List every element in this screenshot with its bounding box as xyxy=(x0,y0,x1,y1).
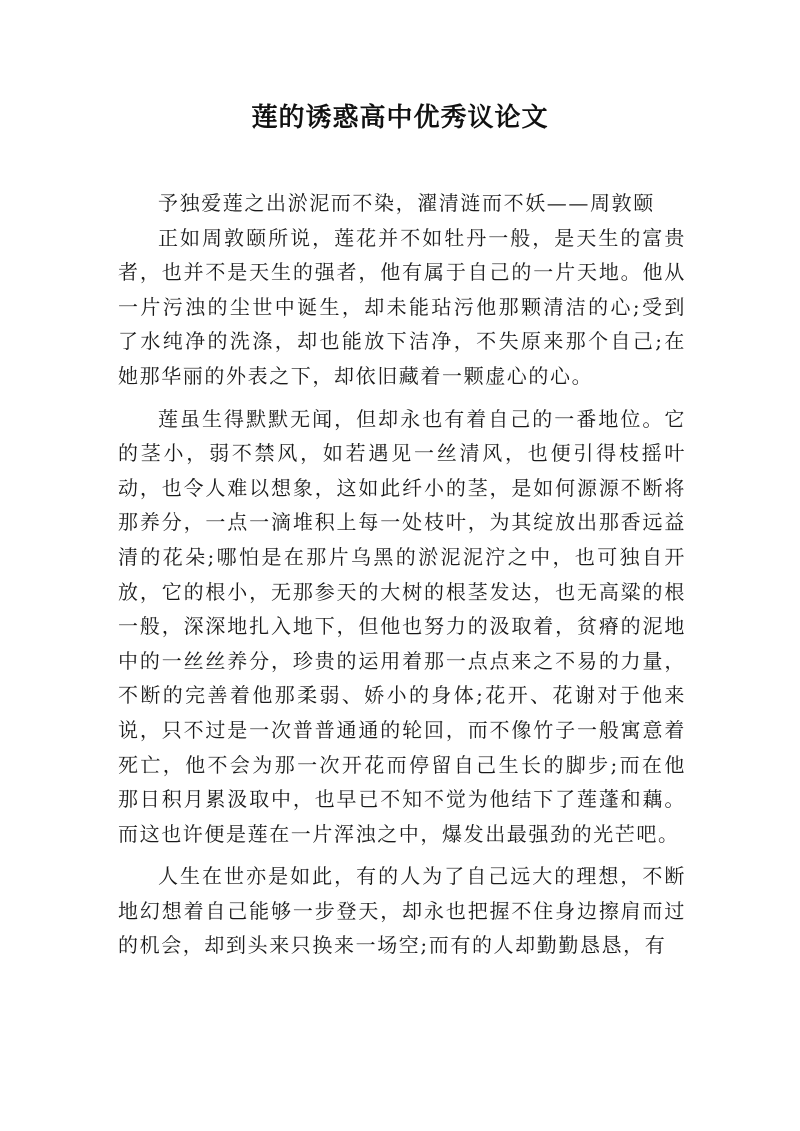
paragraph-3: 人生在世亦是如此，有的人为了自己远大的理想，不断地幻想着自己能够一步登天，却永也把握不住身边擦肩而过的机会，却到头来只换来一场空;而有的人却勤勤恳恳，有 xyxy=(118,864,686,958)
paragraph-quote: 予独爱莲之出淤泥而不染，濯清涟而不妖——周敦颐 xyxy=(158,191,655,215)
paragraph-1: 正如周敦颐所说，莲花并不如牡丹一般，是天生的富贵者，也并不是天生的强者，他有属于自己的一片天地。他从一片污浊的尘世中诞生，却未能玷污他那颗清洁的心;受到了水纯净的洗涤，却也能放下洁净，不失原来那个自己;在她那华丽的外表之下，却依旧藏着一颗虚心的心。 xyxy=(118,225,686,388)
document-title: 莲的诱惑高中优秀议论文 xyxy=(251,103,549,133)
paragraph-2: 莲虽生得默默无闻，但却永也有着自己的一番地位。它的茎小，弱不禁风，如若遇见一丝清风，也便引得枝摇叶动，也令人难以想象，这如此纤小的茎，是如何源源不断将那养分，一点一滴堆积上每一处枝叶，为其绽放出那香远益清的花朵;哪怕是在那片乌黑的淤泥泥泞之中，也可独自开放，它的根小，无那参天的大树的根茎发达，也无高粱的根一般，深深地扎入地下，但他也努力的汲取着，贫瘠的泥地中的一丝丝养分，珍贵的运用着那一点点来之不易的力量，不断的完善着他那柔弱、娇小的身体;花开、花谢对于他来说，只不过是一次普普通通的轮回，而不像竹子一般寓意着死亡，他不会为那一次开花而停留自己生长的脚步;而在他那日积月累汲取中，也早已不知不觉为他结下了莲蓬和藕。而这也许便是莲在一片浑浊之中，爆发出最强劲的光芒吧。 xyxy=(118,406,686,846)
document-body xyxy=(118,186,686,963)
